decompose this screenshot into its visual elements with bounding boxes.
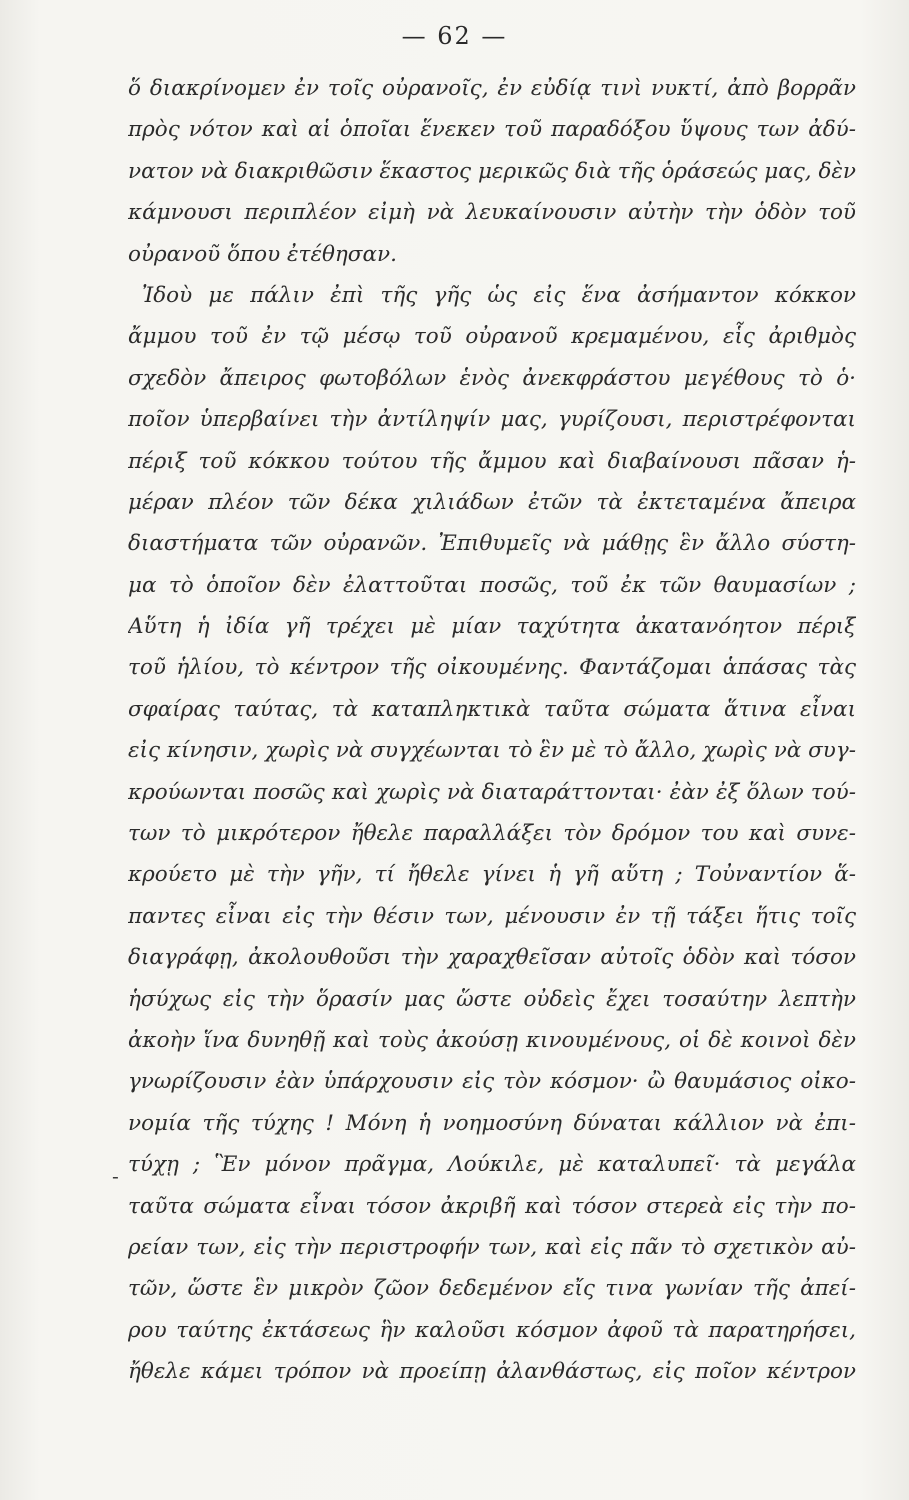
text-line: ρείαν των, εἰς τὴν περιστροφήν των, καὶ εἰς πᾶν τὸ σχετικὸν αὐ- — [128, 1234, 856, 1260]
text-line: ἡσύχως εἰς τὴν ὅρασίν μας ὥστε οὐδεὶς ἔχει τοσαύτην λεπτὴν — [128, 986, 856, 1012]
text-line: ταῦτα σώματα εἶναι τόσον ἀκριβῆ καὶ τόσον στερεὰ εἰς τὴν πο- — [128, 1193, 856, 1219]
text-line: τῶν, ὥστε ἓν μικρὸν ζῶον δεδεμένον εἴς τινα γωνίαν τῆς ἀπεί- — [128, 1276, 856, 1302]
text-line: διαστήματα τῶν οὐρανῶν. Ἐπιθυμεῖς νὰ μάθῃς ἓν ἄλλο σύστη- — [128, 531, 856, 557]
text-line: ἤθελε κάμει τρόπον νὰ προείπῃ ἀλανθάστως, εἰς ποῖον κέντρον — [128, 1359, 856, 1385]
text-line: μα τὸ ὁποῖον δὲν ἐλαττοῦται ποσῶς, τοῦ ἐκ τῶν θαυμασίων ; — [128, 572, 856, 598]
text-line: κάμνουσι περιπλέον εἰμὴ νὰ λευκαίνουσιν αὐτὴν τὴν ὁδὸν τοῦ — [128, 200, 856, 226]
text-line: Αὕτη ἡ ἰδία γῆ τρέχει μὲ μίαν ταχύτητα ἀκατανόητον πέριξ — [128, 614, 856, 640]
text-line: παντες εἶναι εἰς τὴν θέσιν των, μένουσιν ἐν τῇ τάξει ἥτις τοῖς — [128, 903, 856, 929]
text-line: μέραν πλέον τῶν δέκα χιλιάδων ἐτῶν τὰ ἐκτεταμένα ἄπειρα — [128, 489, 856, 515]
text-line: ποῖον ὑπερβαίνει τὴν ἀντίληψίν μας, γυρίζουσι, περιστρέφονται — [128, 407, 856, 433]
text-line: ὅ διακρίνομεν ἐν τοῖς οὐρανοῖς, ἐν εὐδίᾳ τινὶ νυκτί, ἀπὸ βορρᾶν — [128, 76, 856, 101]
text-line: γνωρίζουσιν ἐὰν ὑπάρχουσιν εἰς τὸν κόσμον· ὢ θαυμάσιος οἰκο- — [128, 1069, 856, 1095]
page-number-header: — 62 — — [401, 22, 508, 50]
text-line: ἄμμου τοῦ ἐν τῷ μέσῳ τοῦ οὐρανοῦ κρεμαμένου, εἷς ἀριθμὸς — [128, 324, 856, 350]
text-line: οὐρανοῦ ὅπου ἐτέθησαν. — [128, 241, 397, 267]
text-line: Ἰδοὺ με πάλιν ἐπὶ τῆς γῆς ὡς εἰς ἕνα ἀσήμαντον κόκκον — [142, 282, 856, 308]
text-line: νομία τῆς τύχης ! Μόνη ἡ νοημοσύνη δύναται κάλλιον νὰ ἐπι- — [128, 1110, 856, 1136]
margin-mark: - — [112, 1164, 119, 1188]
text-line: ἀκοὴν ἵνα δυνηθῇ καὶ τοὺς ἀκούσῃ κινουμένους, οἱ δὲ κοινοὶ δὲν — [128, 1027, 856, 1053]
text-line: σχεδὸν ἄπειρος φωτοβόλων ἑνὸς ἀνεκφράστου μεγέθους τὸ ὁ· — [128, 365, 856, 391]
text-line: τοῦ ἡλίου, τὸ κέντρον τῆς οἰκουμένης. Φαντάζομαι ἁπάσας τὰς — [128, 655, 856, 681]
text-line: διαγράφῃ, ἀκολουθοῦσι τὴν χαραχθεῖσαν αὐτοῖς ὁδὸν καὶ τόσον — [128, 945, 856, 971]
text-line: κρούωνται ποσῶς καὶ χωρὶς νὰ διαταράττονται· ἐὰν ἐξ ὅλων τού- — [128, 779, 856, 805]
text-line: εἰς κίνησιν, χωρὶς νὰ συγχέωνται τὸ ἓν μὲ τὸ ἄλλο, χωρὶς νὰ συγ- — [128, 738, 856, 764]
text-line: των τὸ μικρότερον ἤθελε παραλλάξει τὸν δρόμον του καὶ συνε- — [128, 821, 856, 847]
text-line: νατον νὰ διακριθῶσιν ἕκαστος μερικῶς διὰ τῆς ὁράσεώς μας, δὲν — [128, 158, 856, 184]
text-line: σφαίρας ταύτας, τὰ καταπληκτικὰ ταῦτα σώματα ἅτινα εἶναι — [128, 696, 856, 722]
text-line: πέριξ τοῦ κόκκου τούτου τῆς ἄμμου καὶ διαβαίνουσι πᾶσαν ἡ- — [128, 448, 856, 474]
text-line: ρου ταύτης ἐκτάσεως ἣν καλοῦσι κόσμον ἀφοῦ τὰ παρατηρήσει, — [128, 1317, 856, 1343]
text-line: τύχῃ ; Ἓν μόνον πρᾶγμα, Λούκιλε, μὲ καταλυπεῖ· τὰ μεγάλα — [128, 1152, 856, 1178]
text-line: κρούετο μὲ τὴν γῆν, τί ἤθελε γίνει ἡ γῆ αὕτη ; Τοὐναντίον ἅ- — [128, 862, 856, 888]
text-line: πρὸς νότον καὶ αἱ ὁποῖαι ἕνεκεν τοῦ παραδόξου ὕψους των ἀδύ- — [128, 117, 856, 143]
body-text — [128, 68, 856, 1393]
